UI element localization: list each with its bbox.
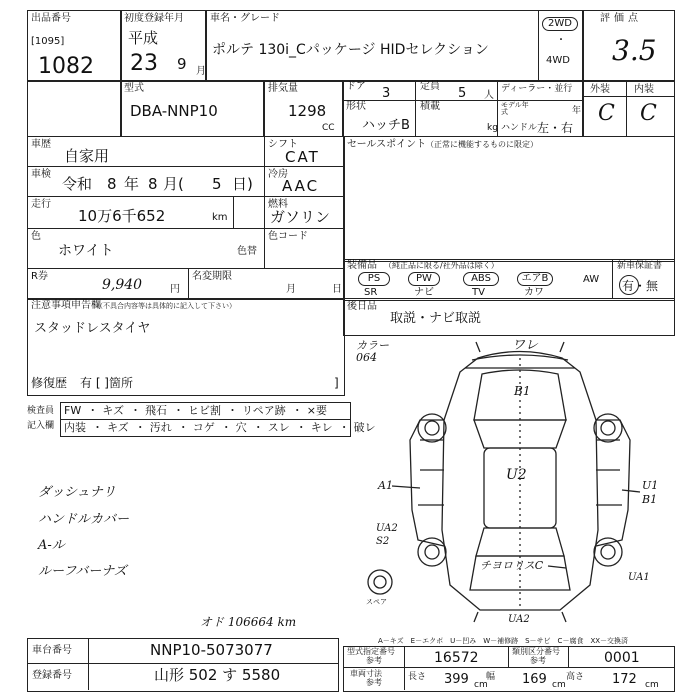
inspection-day: 5	[212, 175, 222, 193]
dealer-label: ディーラー・並行	[501, 84, 573, 94]
inspector-separator: ・	[87, 404, 99, 417]
inspector-separator: ・	[130, 404, 141, 417]
inspector-separator: ・	[338, 421, 350, 434]
warranty-value: 有・無	[622, 279, 659, 293]
model-name: ポルテ 130i_Cパッケージ HIDセレクション	[212, 42, 489, 58]
mileage-value: 10万6千652	[78, 207, 166, 225]
width-label: 幅	[486, 672, 496, 682]
title-deadline-month: 月	[286, 284, 296, 295]
equipment-note: （純正品に限る/社外品は除く）	[384, 261, 499, 270]
inspector-item: キズ	[107, 421, 129, 434]
grade-score-label: 評価点	[600, 13, 642, 24]
model-year-label: モデル年式	[501, 101, 529, 116]
color-code-label: 色コード	[268, 231, 308, 242]
ac-value: AAC	[282, 177, 320, 195]
equip-abs: ABS	[463, 272, 499, 286]
diagram-s2-left: S2	[376, 536, 390, 547]
handwritten-note-3: A-ル	[38, 538, 65, 553]
sales-point-label: セールスポイント	[347, 139, 427, 150]
inspector-separator: ・	[295, 421, 307, 434]
inspector-separator: ・	[252, 421, 264, 434]
capacity-value: 5	[458, 86, 467, 101]
repair-bracket: ]	[334, 376, 339, 390]
repair-value: 有 [ ]箇所	[80, 376, 133, 390]
diagram-ua1: UA1	[628, 572, 650, 583]
inspection-era: 令和	[62, 175, 93, 193]
inspection-year-unit: 年	[124, 175, 140, 193]
first-reg-month: 9	[177, 55, 187, 73]
displacement-label: 排気量	[268, 83, 298, 94]
divider	[343, 667, 674, 668]
width-value: 169	[522, 672, 547, 687]
inspector-item: リペア跡	[242, 404, 286, 417]
type-value: DBA-NNP10	[130, 102, 218, 120]
shift-label: シフト	[268, 139, 298, 150]
title-deadline-label: 名変期限	[192, 271, 232, 282]
inspector-separator: ・	[173, 404, 184, 417]
plate-label: 登録番号	[32, 670, 72, 681]
shift-value: CAT	[285, 148, 320, 166]
type-designation-label: 型式指定番号	[347, 647, 395, 656]
inspector-label-2: 記入欄	[27, 421, 55, 431]
divider	[88, 638, 89, 690]
inspection-year: 8	[107, 175, 117, 193]
inspector-item: 内装	[64, 421, 86, 434]
notes-note: （不具合内容等は具体的に記入して下さい）	[96, 302, 236, 310]
handwritten-note-1: ダッシュナリ	[38, 485, 116, 500]
lot-label: 出品番号	[31, 13, 71, 24]
diagram-ua2-left: UA2	[376, 523, 398, 534]
color-change-label: 色替	[237, 246, 257, 257]
fuel-label: 燃料	[268, 199, 288, 210]
diagram-b1-note: B1	[642, 493, 658, 506]
diagram-top-note: ワレ	[512, 338, 539, 353]
color-label: 色	[31, 231, 41, 242]
height-label: 高さ	[566, 672, 585, 682]
category-value: 0001	[604, 650, 640, 666]
capacity-label: 定員	[420, 81, 440, 92]
doors-label: ドア	[346, 81, 366, 92]
diagram-a1-note: A1	[378, 479, 393, 492]
drive-2wd: 2WD	[542, 17, 578, 31]
model-year-unit: 年	[572, 106, 582, 116]
load-unit: kg	[487, 123, 498, 133]
recycle-label: R券	[31, 271, 48, 282]
notes-label: 注意事項申告欄	[31, 300, 101, 311]
recycle-unit: 円	[170, 284, 180, 295]
first-reg-era: 平成	[128, 29, 159, 47]
inspector-item: ×要	[306, 404, 327, 417]
diagram-bottom-tire: チヨロリスC	[480, 559, 544, 572]
doors-value: 3	[382, 86, 391, 101]
first-reg-month-unit: 月	[196, 66, 206, 77]
repair-label: 修復歴	[31, 376, 68, 390]
drive-dot: ・	[556, 35, 566, 46]
post-install-label: 後日品	[347, 301, 377, 312]
handwritten-note-2: ハンドルカバー	[38, 512, 130, 527]
post-install-value: 取説・ナビ取説	[390, 311, 482, 326]
category-sub: 参考	[530, 656, 546, 665]
recycle-value: 9,940	[102, 277, 143, 293]
type-designation-value: 16572	[434, 650, 479, 666]
length-label: 長さ	[408, 672, 427, 682]
handwritten-note-4: ルーフバーナズ	[38, 564, 127, 579]
drive-4wd: 4WD	[546, 55, 570, 66]
displacement-unit: CC	[322, 123, 335, 133]
divider	[568, 646, 569, 667]
sales-point-note: （正常に機能するものに限定）	[426, 140, 538, 149]
inspector-item: ヒビ割	[188, 404, 221, 417]
handle-value: 左・右	[537, 121, 574, 135]
grade-score-value: 3.5	[612, 34, 657, 67]
inspection-day-unit: 日)	[232, 175, 253, 193]
mileage-unit: km	[212, 212, 228, 223]
fuel-value: ガソリン	[270, 208, 331, 226]
diagram-odo: オド 106664 km	[200, 615, 297, 629]
divider	[508, 646, 509, 667]
capacity-unit: 人	[484, 90, 494, 101]
inspector-item: スレ	[267, 421, 290, 434]
first-reg-year: 23	[130, 51, 158, 76]
equip-aw: AW	[583, 274, 600, 285]
usage-value: 自家用	[64, 147, 110, 165]
warranty-label: 新車保証書	[617, 261, 663, 271]
inspector-separator: ・	[291, 404, 303, 417]
diagram-ua2-bottom: UA2	[508, 614, 530, 625]
inspection-month-unit: 月(	[163, 175, 184, 193]
inspector-separator: ・	[227, 404, 238, 417]
divider	[27, 663, 338, 664]
diagram-center-note: U2	[506, 467, 527, 483]
usage-label: 車歴	[31, 139, 51, 150]
inspector-item: コゲ	[192, 421, 215, 434]
lot-id: [1095]	[31, 36, 65, 47]
diagram-spare: スペア	[366, 598, 387, 606]
dimensions-label: 車両寸法	[350, 669, 382, 678]
equip-pw: PW	[408, 272, 440, 286]
height-unit: cm	[645, 680, 659, 690]
equipment-label: 装備品	[347, 260, 377, 271]
diagram-color-note: カラー 064	[356, 339, 389, 364]
type-label: 型式	[124, 83, 144, 94]
inspector-item: FW	[64, 404, 82, 417]
inspector-item: 飛石	[145, 404, 167, 417]
inspector-item: 穴	[235, 421, 247, 434]
length-value: 399	[444, 672, 469, 687]
exterior-value: C	[598, 101, 615, 126]
inspector-label-1: 検査員	[27, 406, 55, 416]
equip-tv: TV	[472, 287, 485, 298]
color-value: ホワイト	[58, 243, 114, 259]
inspector-item: 破レ	[353, 421, 376, 434]
diagram-u1-note: U1	[642, 479, 659, 492]
inspector-separator: ・	[92, 421, 103, 434]
dimensions-sub: 参考	[366, 678, 382, 687]
height-value: 172	[612, 672, 637, 687]
handle-label: ハンドル	[501, 123, 538, 133]
diagram-hood-note: B1	[514, 384, 531, 398]
title-deadline-day: 日	[332, 284, 342, 295]
divider	[404, 646, 405, 690]
length-unit: cm	[474, 680, 488, 690]
equip-ps: PS	[358, 272, 390, 286]
body-shape-value: ハッチB	[362, 118, 410, 133]
equip-navi: ナビ	[414, 287, 434, 298]
equip-leather: カワ	[524, 287, 544, 298]
chassis-label: 車台番号	[32, 645, 72, 656]
width-unit: cm	[552, 680, 566, 690]
legend: A－キズ E－エクボ U－凹み W－補修跡 S－サビ C－腐食 XX－交換済	[378, 637, 629, 645]
lot-number: 1082	[38, 54, 94, 79]
inspection-month: 8	[148, 175, 158, 193]
equip-sr: SR	[364, 287, 378, 298]
inspector-separator: ・	[220, 421, 232, 434]
inspector-separator: ・	[177, 421, 189, 434]
mileage-label: 走行	[31, 199, 51, 210]
notes-text: スタッドレスタイヤ	[34, 321, 151, 336]
equip-airbag: エアB	[517, 272, 553, 286]
category-label: 類別区分番号	[512, 647, 560, 656]
inspector-item: 汚れ	[149, 421, 172, 434]
inspector-item: キズ	[102, 404, 124, 417]
interior-label: 内装	[634, 84, 654, 95]
exterior-label: 外装	[590, 84, 610, 95]
inspection-label: 車検	[31, 169, 51, 180]
inspector-separator: ・	[134, 421, 146, 434]
ac-label: 冷房	[268, 169, 288, 180]
inspector-item: キレ	[310, 421, 333, 434]
first-reg-label: 初度登録年月	[124, 13, 184, 24]
body-shape-label: 形状	[346, 101, 366, 112]
load-label: 積載	[420, 101, 440, 112]
interior-value: C	[640, 101, 657, 126]
displacement-value: 1298	[288, 102, 327, 120]
chassis-value: NNP10-5073077	[150, 641, 273, 659]
model-label: 車名・グレード	[210, 13, 280, 24]
type-designation-sub: 参考	[366, 656, 382, 665]
plate-value: 山形 502 す 5580	[154, 666, 281, 684]
